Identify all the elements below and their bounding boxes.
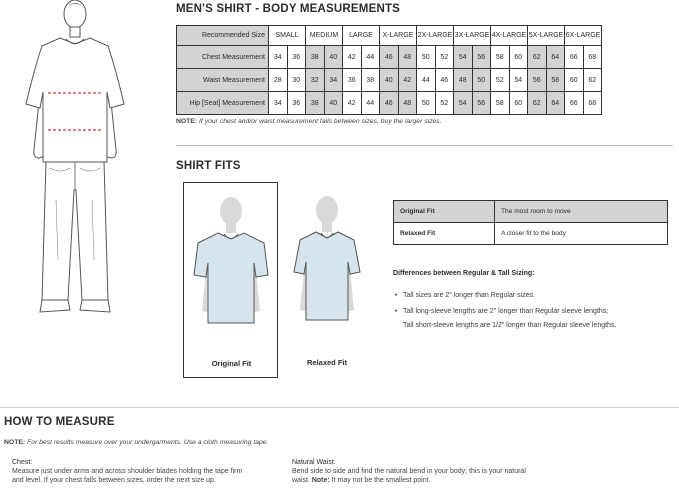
table-cell: 68 — [583, 92, 602, 115]
differences-title: Differences between Regular & Tall Sizing: — [393, 270, 535, 277]
table-cell: 60 — [509, 92, 528, 115]
divider — [176, 145, 673, 146]
table-cell: 34 — [269, 92, 288, 115]
table-row — [177, 92, 602, 115]
chest-title: Chest: — [12, 459, 33, 466]
table-cell: 48 — [398, 46, 417, 69]
fit-name: Relaxed Fit — [394, 223, 495, 245]
table-cell: 68 — [583, 46, 602, 69]
table-cell: 52 — [435, 46, 454, 69]
row-label: Chest Measurement — [177, 46, 269, 69]
table-cell: 62 — [583, 69, 602, 92]
original-fit-shirt-icon — [192, 193, 270, 343]
table-cell: 46 — [435, 69, 454, 92]
table-cell: 52 — [491, 69, 510, 92]
measure-note — [4, 439, 268, 446]
table-cell: 32 — [306, 69, 325, 92]
row-label: Hip [Seat] Measurement — [177, 92, 269, 115]
bullet-icon: • — [395, 292, 398, 299]
table-cell: 58 — [546, 69, 565, 92]
size-name: MEDIUM — [306, 26, 343, 46]
table-cell: 42 — [343, 46, 362, 69]
bullet-text: Tall sizes are 2" longer than Regular sizes. — [403, 292, 536, 299]
size-name: 6X-LARGE — [565, 26, 602, 46]
table-cell: 34 — [269, 46, 288, 69]
table-cell: 54 — [454, 92, 473, 115]
table-cell: 28 — [269, 69, 288, 92]
table-cell: 50 — [417, 92, 436, 115]
waist-line-pre: waist. — [292, 477, 312, 484]
table-cell: 50 — [472, 69, 491, 92]
size-name: 2X-LARGE — [417, 26, 454, 46]
size-name: SMALL — [269, 26, 306, 46]
table-cell: 50 — [417, 46, 436, 69]
table-cell: 56 — [528, 69, 547, 92]
table-cell: 46 — [380, 46, 399, 69]
table-cell: 64 — [546, 92, 565, 115]
table-cell: 46 — [380, 92, 399, 115]
table-cell: 42 — [398, 69, 417, 92]
table-cell: 54 — [454, 46, 473, 69]
size-name: X-LARGE — [380, 26, 417, 46]
table-row — [177, 46, 602, 69]
relaxed-fit-label: Relaxed Fit — [306, 358, 347, 367]
size-table — [176, 25, 602, 115]
table-cell: 60 — [509, 46, 528, 69]
waist-title: Natural Waist: — [292, 459, 336, 466]
waist-line — [292, 476, 526, 485]
size-name: 5X-LARGE — [528, 26, 565, 46]
table-row — [394, 223, 668, 245]
list-item — [395, 292, 535, 299]
note-label: NOTE: — [4, 439, 26, 446]
table-cell: 42 — [343, 92, 362, 115]
table-cell: 44 — [361, 92, 380, 115]
page-title: MEN'S SHIRT - BODY MEASUREMENTS — [176, 3, 401, 15]
size-name: LARGE — [343, 26, 380, 46]
waist-line-post: It may not be the smallest point. — [329, 477, 431, 484]
table-cell: 36 — [287, 46, 306, 69]
note-text: For best results measure over your undergarments. Use a cloth measuring tape. — [25, 439, 269, 446]
original-fit-label: Original Fit — [211, 359, 252, 368]
waist-instructions — [292, 458, 526, 485]
table-cell: 40 — [324, 92, 343, 115]
table-cell: 64 — [546, 46, 565, 69]
body-figure — [20, 0, 130, 325]
table-cell: 40 — [380, 69, 399, 92]
fit-desc: The most room to move — [495, 201, 668, 223]
divider — [0, 407, 679, 408]
fit-name: Original Fit — [394, 201, 495, 223]
waist-line: Bend side to side and find the natural bend in your body; this is your natural — [292, 468, 526, 475]
size-name: 4X-LARGE — [491, 26, 528, 46]
relaxed-fit-shirt-icon — [288, 192, 366, 342]
table-cell: 34 — [324, 69, 343, 92]
table-cell: 56 — [472, 92, 491, 115]
chest-instructions — [12, 458, 242, 485]
note-label: NOTE: — [176, 118, 198, 125]
note-text: If your chest and/or waist measurement falls between sizes, buy the larger sizes. — [197, 118, 442, 125]
row-label: Waist Measurement — [177, 69, 269, 92]
corner-label: Recommended Size — [177, 26, 269, 46]
table-cell: 52 — [435, 92, 454, 115]
table-cell: 60 — [565, 69, 584, 92]
fit-desc: A closer fit to the body — [495, 223, 668, 245]
table-cell: 66 — [565, 46, 584, 69]
table-cell: 38 — [361, 69, 380, 92]
chest-line: Measure just under arms and across shoulder blades holding the tape firm — [12, 468, 243, 475]
table-cell: 48 — [454, 69, 473, 92]
table-cell: 30 — [287, 69, 306, 92]
original-fit-box — [183, 182, 278, 378]
table-row — [394, 201, 668, 223]
table-cell: 38 — [306, 46, 325, 69]
table-cell: 36 — [343, 69, 362, 92]
table-cell: 36 — [287, 92, 306, 115]
size-header-row — [177, 26, 602, 46]
table-cell: 48 — [398, 92, 417, 115]
table-cell: 56 — [472, 46, 491, 69]
section-title-how-to-measure: HOW TO MEASURE — [4, 416, 115, 428]
size-name: 3X-LARGE — [454, 26, 491, 46]
table-cell: 38 — [306, 92, 325, 115]
table-cell: 54 — [509, 69, 528, 92]
section-title-shirt-fits: SHIRT FITS — [176, 160, 241, 172]
bullet-icon: • — [395, 308, 398, 315]
table-cell: 44 — [417, 69, 436, 92]
table-cell: 44 — [361, 46, 380, 69]
table-cell: 62 — [528, 46, 547, 69]
table-cell: 58 — [491, 92, 510, 115]
size-note — [176, 118, 442, 125]
table-cell: 66 — [565, 92, 584, 115]
fit-table — [393, 200, 668, 245]
bullet-text: Tall long-sleeve lengths are 2" longer than Regular sleeve lengths; — [403, 308, 609, 315]
chest-line: and level. If your chest falls between sizes, order the next size up. — [12, 477, 216, 484]
table-cell: 58 — [491, 46, 510, 69]
waist-note-label: Note: — [311, 477, 330, 484]
table-cell: 40 — [324, 46, 343, 69]
table-cell: 62 — [528, 92, 547, 115]
list-item — [395, 308, 608, 315]
table-row — [177, 69, 602, 92]
bullet-continuation: Tall short-sleeve lengths are 1/2" longer than Regular sleeve lengths. — [403, 322, 617, 329]
